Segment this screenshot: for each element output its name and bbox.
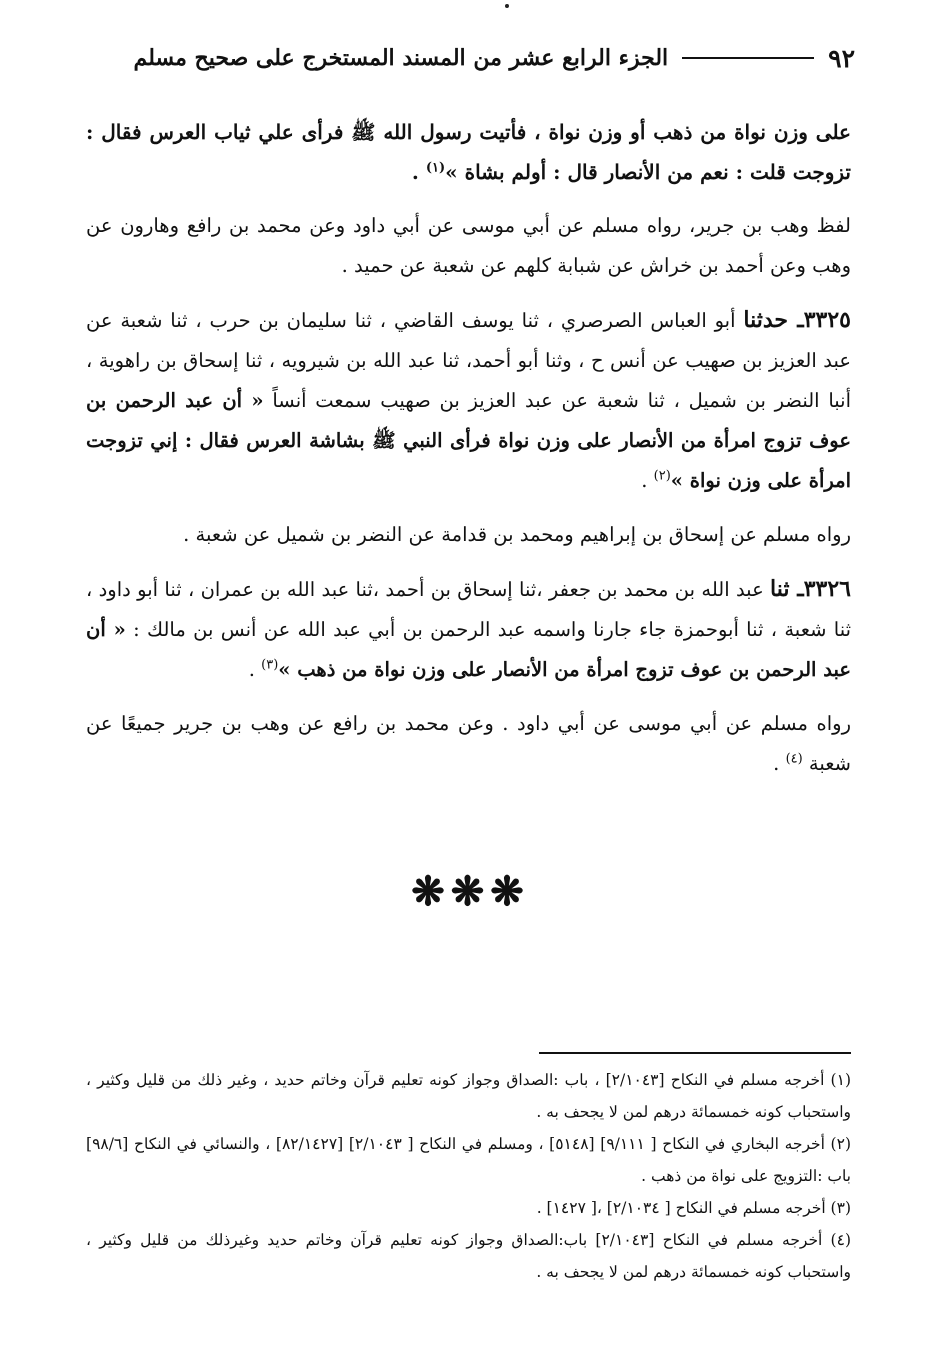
hadith-3325: [86, 300, 851, 501]
footnote-ref[interactable]: (١): [425, 160, 446, 176]
hadith-matn: « أن عبد الرحمن بن عوف تزوج امرأة من الأنصار على وزن نواة من ذهب »: [86, 618, 851, 681]
commentary-paragraph: [86, 206, 851, 286]
hadith-text: على وزن نواة من ذهب أو وزن نواة ، فأتيت رسول الله ﷺ فرأى علي ثياب العرس فقال : تزوجت قلت : نعم من الأنصار قال : أولم بشاة »: [86, 120, 851, 184]
footnote-ref[interactable]: (٢): [653, 468, 671, 484]
hadith-isnad: أبو العباس الصرصري ، ثنا يوسف القاضي ، ثنا سليمان بن حرب ، ثنا شعبة عن عبد العزيز بن صهيب عن أنس ح ، وثنا أبو أحمد، ثنا عبد الله بن شيرويه ، ثنا إسحاق بن راهوية ، أنبا النضر بن شميل ، ثنا شعبة عن عبد العزيز بن صهيب سمعت أنساً: [86, 309, 851, 412]
hadith-matn: « أن عبد الرحمن بن عوف تزوج امرأة من الأنصار على وزن نواة فرأى النبي ﷺ بشاشة العرس فقال : إني تزوجت امرأة على وزن نواة »: [86, 389, 851, 492]
period: .: [248, 658, 262, 681]
hadith-number: ٣٣٢٥: [803, 307, 851, 333]
footnote-ref[interactable]: (٣): [261, 657, 279, 673]
header-rule: [682, 57, 814, 59]
period: .: [641, 469, 654, 492]
footnote-3: (٣) أخرجه مسلم في النكاح [ ٢/١٠٣٤] ،[ ١٤٢٧] .: [536, 1199, 851, 1217]
hadith-continuation: [86, 112, 851, 192]
footnote-4: (٤) أخرجه مسلم في النكاح [٢/١٠٤٣] باب:الصداق وجواز كونه تعليم قرآن وخاتم حديد وغيرذلك من قليل وكثير ، واستحباب كونه خمسمائة درهم لمن لا يجحف به .: [86, 1231, 851, 1281]
hadith-3326: [86, 569, 851, 690]
running-title: الجزء الرابع عشر من المسند المستخرج على صحيح مسلم: [133, 45, 669, 71]
commentary-paragraph: [86, 515, 851, 555]
footnotes: [86, 1064, 851, 1288]
footnote-ref[interactable]: (٤): [785, 751, 803, 767]
hadith-lead-word: ـ حدثنا: [743, 307, 804, 333]
main-text: [86, 112, 851, 798]
page-number: ٩٢: [828, 43, 855, 73]
hadith-isnad: عبد الله بن محمد بن جعفر ،ثنا إسحاق بن أحمد ،ثنا عبد الله بن عمران ، ثنا أبو داود ، ثنا شعبة ، ثنا أبوحمزة جاء جارنا واسمه عبد الرحمن بن أبي عبد الله عن أنس بن مالك :: [86, 578, 852, 641]
commentary-text: لفظ وهب بن جرير، رواه مسلم عن أبي موسى عن أبي داود وعن محمد بن رافع وهارون عن وهب وعن أحمد بن خراش عن شبابة كلهم عن شعبة عن حميد .: [86, 214, 851, 277]
section-separator: ❋❋❋: [411, 868, 530, 915]
hadith-number: ٣٣٢٦: [803, 576, 851, 602]
running-header: [86, 38, 855, 78]
footnote-rule: [539, 1052, 851, 1054]
period: .: [411, 160, 426, 184]
footnote-2: (٢) أخرجه البخاري في النكاح [ ٩/١١١] [٥١٤٨] ، ومسلم في النكاح [ ٢/١٠٤٣] [٨٢/١٤٢٧] ، والنسائي في النكاح [٩٨/٦] باب :التزويج على نواة من ذهب .: [86, 1135, 851, 1185]
hadith-lead-word: ـ ثنا: [770, 576, 804, 602]
period: .: [773, 752, 786, 775]
commentary-text: رواه مسلم عن إسحاق بن إبراهيم ومحمد بن قدامة عن النضر بن شميل عن شعبة .: [183, 523, 851, 546]
commentary-text: رواه مسلم عن أبي موسى عن أبي داود . وعن محمد بن رافع عن وهب بن جرير جميعًا عن شعبة: [86, 712, 851, 775]
commentary-paragraph: [86, 704, 851, 784]
top-dot-mark: [505, 4, 509, 8]
footnote-1: (١) أخرجه مسلم في النكاح [٢/١٠٤٣] ، باب :الصداق وجواز كونه تعليم قرآن وخاتم حديد ، وغير ذلك من قليل وكثير ، واستحباب كونه خمسمائة درهم لمن لا يجحف به .: [86, 1071, 851, 1121]
